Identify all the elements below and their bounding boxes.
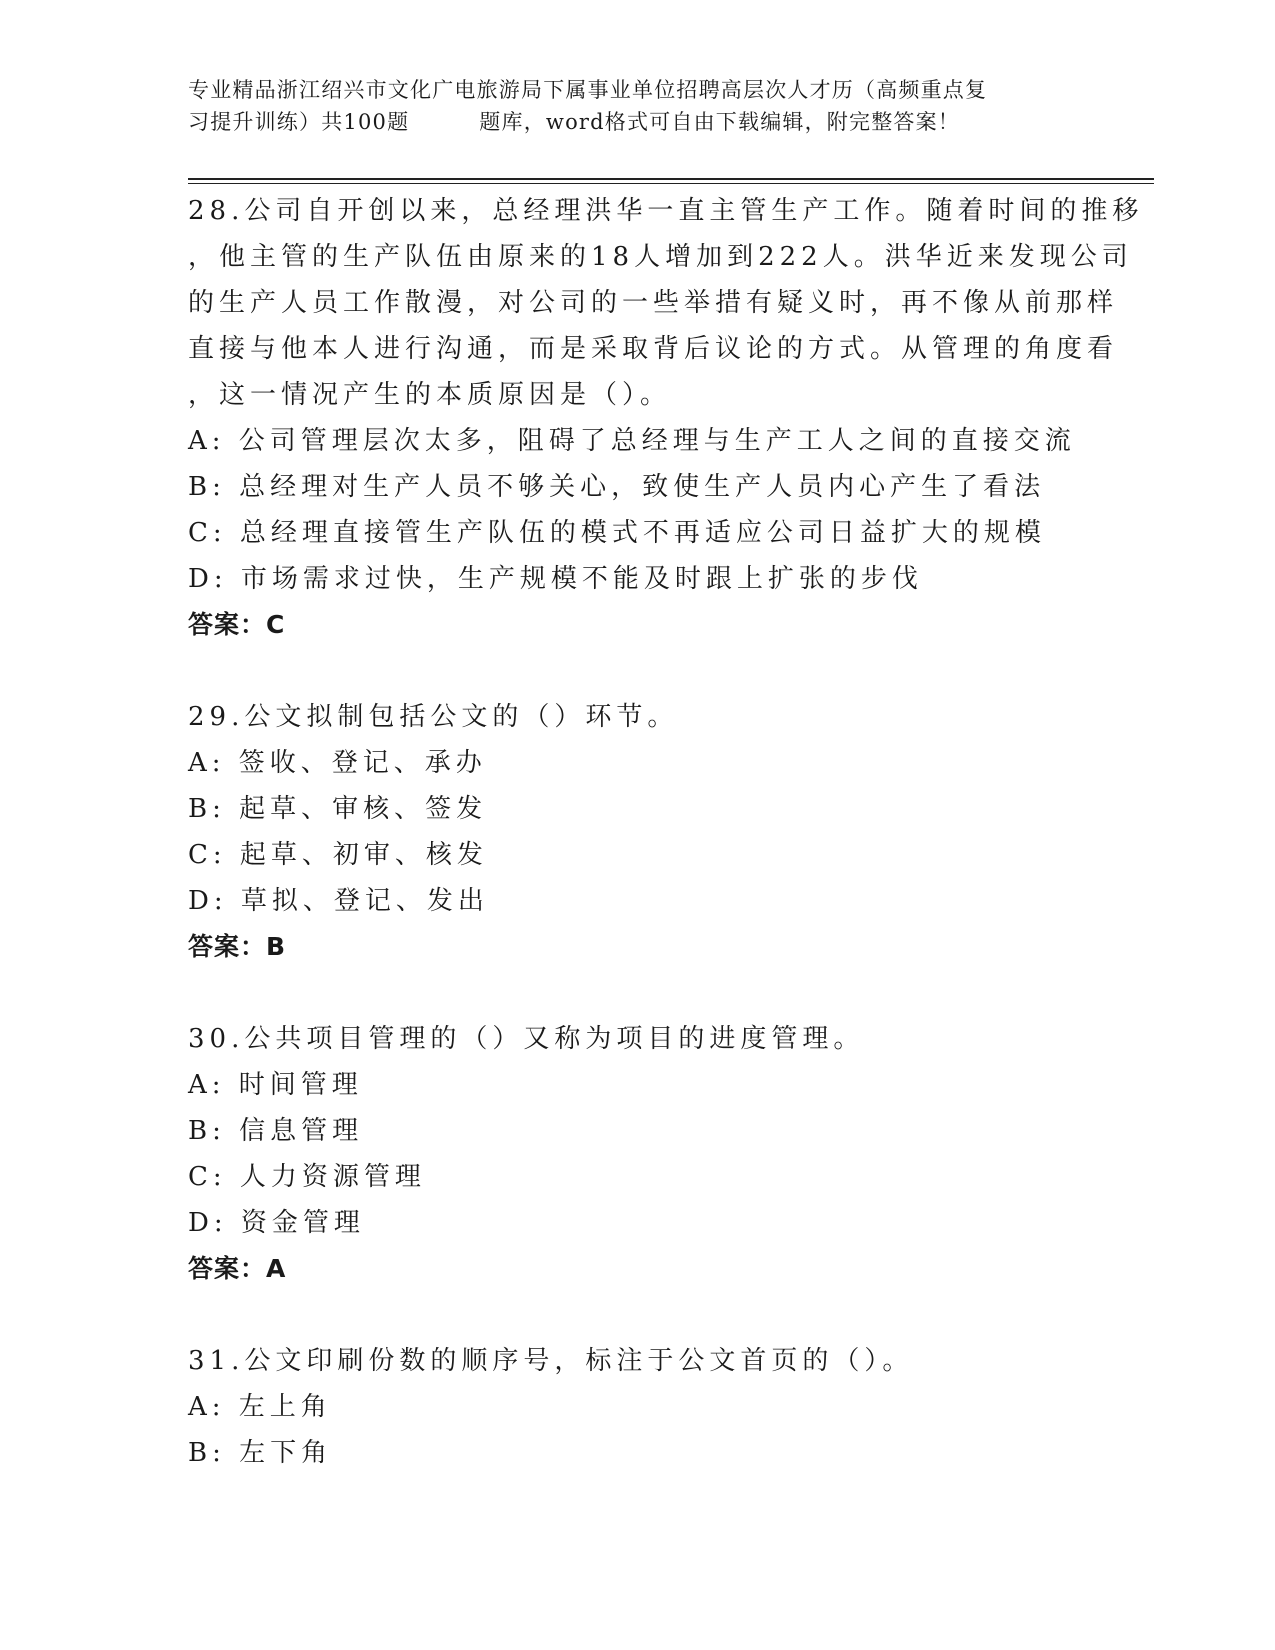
answer: 答案：B bbox=[188, 932, 287, 961]
option-c: C: 起草、初审、核发 bbox=[188, 840, 488, 870]
option-c: C: 人力资源管理 bbox=[188, 1162, 426, 1192]
option-c: C: 总经理直接管生产队伍的模式不再适应公司日益扩大的规模 bbox=[188, 518, 1046, 548]
question-29 bbox=[188, 694, 1088, 970]
question-text-line: 29.公文拟制包括公文的（）环节。 bbox=[188, 702, 679, 732]
header-divider-thick bbox=[188, 178, 1154, 180]
question-text-line: ，他主管的生产队伍由原来的18人增加到222人。洪华近来发现公司 bbox=[188, 242, 1133, 272]
option-b: B: 总经理对生产人员不够关心，致使生产人员内心产生了看法 bbox=[188, 472, 1046, 502]
option-d: D: 市场需求过快，生产规模不能及时跟上扩张的步伐 bbox=[188, 564, 923, 594]
question-text-line: 30.公共项目管理的（）又称为项目的进度管理。 bbox=[188, 1024, 865, 1054]
question-text-line: 直接与他本人进行沟通，而是采取背后议论的方式。从管理的角度看 bbox=[188, 334, 1119, 364]
option-d: D: 资金管理 bbox=[188, 1208, 365, 1238]
answer: 答案：A bbox=[188, 1254, 287, 1283]
question-30 bbox=[188, 1016, 1088, 1292]
question-text-line: ，这一情况产生的本质原因是（）。 bbox=[188, 380, 672, 410]
option-a: A: 签收、登记、承办 bbox=[188, 748, 487, 778]
option-b: B: 信息管理 bbox=[188, 1116, 364, 1146]
header-line-1: 专业精品浙江绍兴市文化广电旅游局下属事业单位招聘高层次人才历（高频重点复 bbox=[188, 78, 988, 102]
option-b: B: 左下角 bbox=[188, 1438, 333, 1468]
option-a: A: 时间管理 bbox=[188, 1070, 363, 1100]
document-header bbox=[188, 74, 1088, 138]
question-list bbox=[188, 188, 1144, 1522]
question-text bbox=[188, 694, 1088, 740]
header-line-2-part-b: 题库，word格式可自由下载编辑，附完整答案！ bbox=[479, 110, 960, 134]
header-divider-thin bbox=[188, 183, 1154, 184]
option-b: B: 起草、审核、签发 bbox=[188, 794, 488, 824]
question-text-line: 的生产人员工作散漫，对公司的一些举措有疑义时，再不像从前那样 bbox=[188, 288, 1119, 318]
header-line-2 bbox=[188, 106, 1088, 138]
answer: 答案：C bbox=[188, 610, 286, 639]
question-28 bbox=[188, 188, 1144, 648]
option-a: A: 左上角 bbox=[188, 1392, 332, 1422]
option-a: A: 公司管理层次太多，阻碍了总经理与生产工人之间的直接交流 bbox=[188, 426, 1076, 456]
question-31 bbox=[188, 1338, 1088, 1476]
header-line-2-part-a: 习提升训练）共100题 bbox=[188, 110, 410, 134]
question-text bbox=[188, 1016, 1088, 1062]
question-text bbox=[188, 1338, 1088, 1384]
option-d: D: 草拟、登记、发出 bbox=[188, 886, 489, 916]
question-text-line: 28.公司自开创以来，总经理洪华一直主管生产工作。随着时间的推移 bbox=[188, 196, 1144, 226]
question-text bbox=[188, 188, 1144, 418]
question-text-line: 31.公文印刷份数的顺序号，标注于公文首页的（）。 bbox=[188, 1346, 914, 1376]
